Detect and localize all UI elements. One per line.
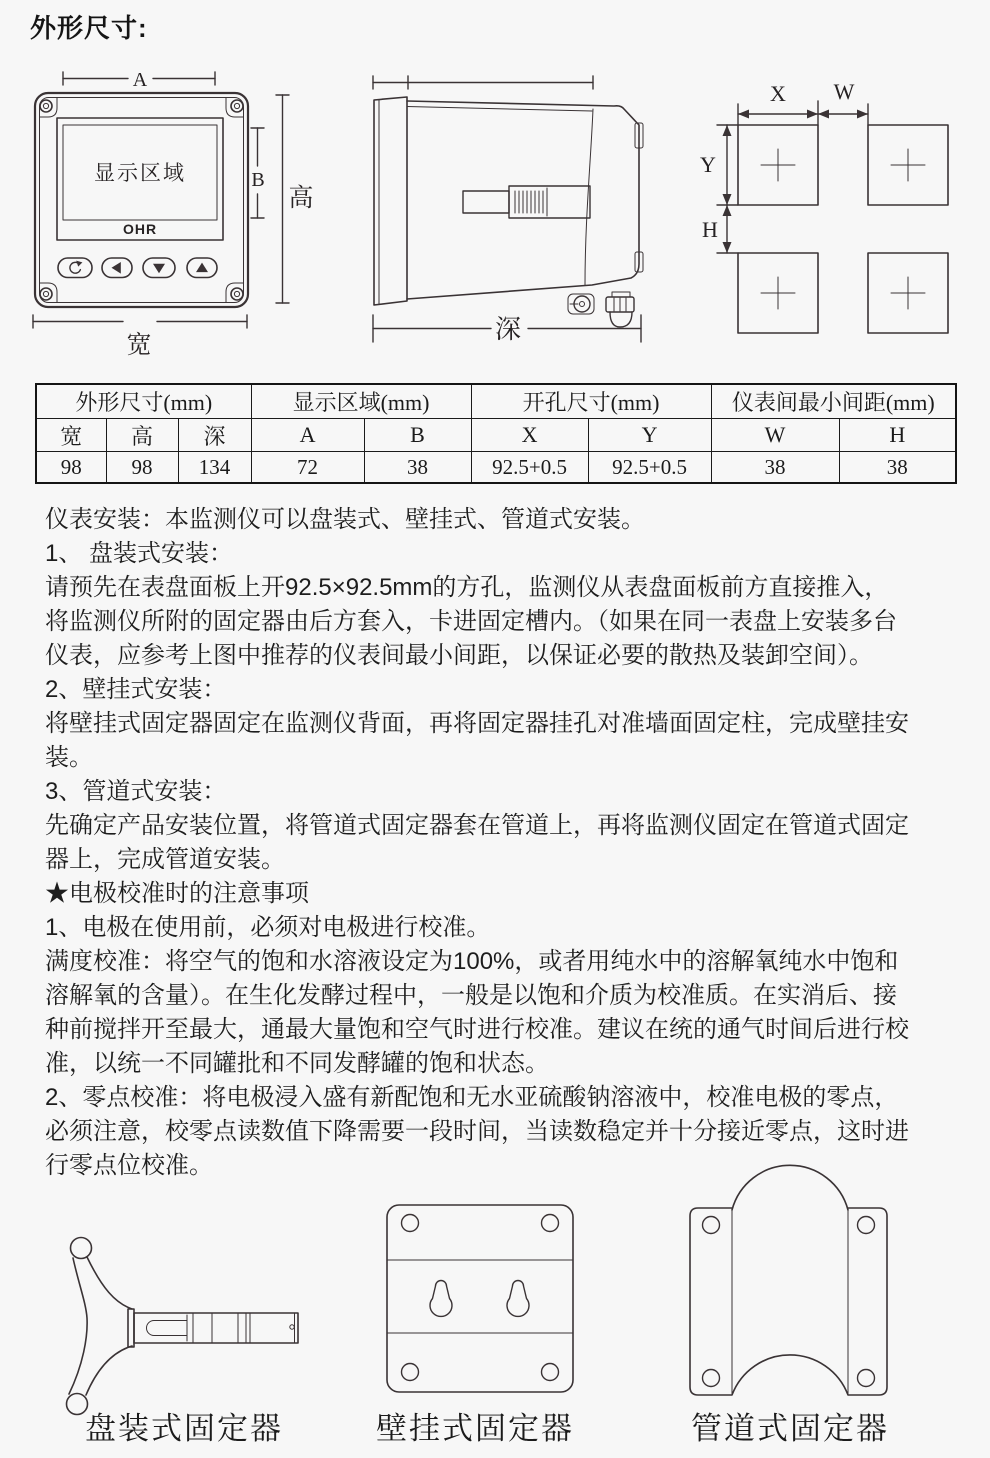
instruction-line: 溶解氧的含量）。在生化发酵过程中，一般是以饱和介质为校准质。在实消后、接 xyxy=(45,982,897,1009)
instruction-line: ★电极校准时的注意事项 xyxy=(45,880,309,907)
group-cutout-size: 开孔尺寸(mm) xyxy=(471,384,711,419)
dimension-height xyxy=(276,95,316,303)
up-arrow-icon xyxy=(196,263,208,273)
dimension-a xyxy=(63,69,215,91)
svg-text:高: 高 xyxy=(288,185,316,212)
down-button xyxy=(143,258,175,278)
left-arrow-icon xyxy=(112,262,121,274)
col-header: Y xyxy=(588,419,711,452)
page-title: 外形尺寸: xyxy=(30,13,148,43)
col-header: B xyxy=(364,419,471,452)
value-cell: 98 xyxy=(36,452,106,484)
col-header: H xyxy=(839,419,956,452)
display-area-label: 显示区域 xyxy=(94,161,186,185)
col-header: W xyxy=(711,419,839,452)
svg-text:Y: Y xyxy=(700,152,716,177)
col-header: A xyxy=(251,419,364,452)
up-button xyxy=(187,258,217,278)
group-min-spacing: 仪表间最小间距(mm) xyxy=(711,384,956,419)
panel-clamp xyxy=(463,186,590,218)
table-value-row xyxy=(36,452,956,484)
instruction-line: 准，以统一不同罐批和不同发酵罐的饱和状态。 xyxy=(45,1050,549,1077)
case-inner-line xyxy=(40,98,244,303)
svg-text:B: B xyxy=(251,169,265,191)
instruction-line: 将壁挂式固定器固定在监测仪背面，再将固定器挂孔对准墙面固定柱，完成壁挂安 xyxy=(45,710,909,737)
value-cell: 38 xyxy=(364,452,471,484)
down-arrow-icon xyxy=(153,264,165,274)
fixture-shaft xyxy=(128,1309,298,1347)
brand-label: OHR xyxy=(122,221,158,237)
svg-text:宽: 宽 xyxy=(126,332,154,359)
instruction-line: 器上，完成管道安装。 xyxy=(45,846,285,873)
instruction-line: 1、 盘装式安装： xyxy=(45,540,234,567)
installation-instructions xyxy=(45,503,960,1183)
dimension-spec-table xyxy=(35,383,957,484)
instruction-line: 行零点位校准。 xyxy=(45,1152,213,1179)
instruction-line: 请预先在表盘面板上开92.5×92.5mm的方孔，监测仪从表盘面板前方直接推入， xyxy=(45,574,889,601)
svg-text:H: H xyxy=(702,217,718,242)
instruction-line: 仪表，应参考上图中推荐的仪表间最小间距，以保证必要的散热及装卸空间）。 xyxy=(45,642,873,669)
table-group-header-row xyxy=(36,384,956,419)
col-header: X xyxy=(471,419,588,452)
group-outline-dims: 外形尺寸(mm) xyxy=(36,384,251,419)
svg-text:X: X xyxy=(770,81,786,106)
instruction-line: 满度校准：将空气的饱和水溶液设定为100%，或者用纯水中的溶解氧纯水中饱和 xyxy=(45,948,899,975)
instruction-line: 2、壁挂式安装： xyxy=(45,676,227,703)
dimension-depth xyxy=(373,315,641,344)
dimension-h xyxy=(702,205,738,253)
device-body xyxy=(407,101,643,299)
dimension-x xyxy=(738,81,818,125)
instruction-line: 必须注意，校零点读数值下降需要一段时间，当读数稳定并十分接近零点，这时进 xyxy=(45,1118,909,1145)
value-cell: 92.5+0.5 xyxy=(588,452,711,484)
instruction-line: 仪表安装：本监测仪可以盘装式、壁挂式、管道式安装。 xyxy=(45,506,645,533)
value-cell: 38 xyxy=(839,452,956,484)
value-cell: 72 xyxy=(251,452,364,484)
left-button xyxy=(102,258,132,278)
col-header: 宽 xyxy=(36,419,106,452)
pipe-mount-fixture-diagram xyxy=(660,1155,920,1405)
pipe-bracket xyxy=(690,1165,887,1395)
instruction-line: 装。 xyxy=(45,744,93,771)
instruction-line: 将监测仪所附的固定器由后方套入，卡进固定槽内。（如果在同一表盘上安装多台 xyxy=(45,608,897,635)
value-cell: 98 xyxy=(106,452,178,484)
col-header: 高 xyxy=(106,419,178,452)
side-view-diagram xyxy=(348,68,648,360)
cable-gland xyxy=(606,292,634,327)
value-cell: 38 xyxy=(711,452,839,484)
pipe-fixture-caption: 管道式固定器 xyxy=(691,1411,889,1446)
dimension-width xyxy=(33,315,247,359)
t-handle xyxy=(67,1238,133,1415)
cutout-pattern-diagram xyxy=(688,68,980,360)
side-top-dimension xyxy=(373,76,593,89)
value-cell: 134 xyxy=(178,452,251,484)
group-display-area: 显示区域(mm) xyxy=(251,384,471,419)
panel-mount-fixture-diagram xyxy=(40,1185,340,1420)
svg-text:A: A xyxy=(132,69,148,91)
dimension-y xyxy=(700,125,738,205)
ground-screw xyxy=(568,294,594,314)
instruction-line: 种前搅拌开至最大，通最大量饱和空气时进行校准。建议在统的通气时间后进行校 xyxy=(45,1016,909,1043)
table-column-header-row xyxy=(36,419,956,452)
wall-plate xyxy=(387,1205,573,1392)
plate-screw-holes xyxy=(402,1215,559,1381)
instruction-line: 2、零点校准：将电极浸入盛有新配饱和无水亚硫酸钠溶液中，校准电极的零点， xyxy=(45,1084,899,1111)
wall-fixture-caption: 壁挂式固定器 xyxy=(376,1411,574,1446)
instruction-line: 1、电极在使用前，必须对电极进行校准。 xyxy=(45,914,491,941)
bracket-screw-holes xyxy=(703,1217,875,1387)
loop-arrow-icon xyxy=(70,261,82,274)
dimension-w xyxy=(818,79,868,125)
svg-text:W: W xyxy=(833,79,855,104)
instruction-line: 3、管道式安装： xyxy=(45,778,227,805)
keyhole-slots xyxy=(430,1281,529,1317)
panel-fixture-caption: 盘装式固定器 xyxy=(85,1411,283,1446)
dimension-b xyxy=(251,128,265,218)
col-header: 深 xyxy=(178,419,251,452)
cutout-squares xyxy=(738,125,948,333)
instruction-line: 先确定产品安装位置，将管道式固定器套在管道上，再将监测仪固定在管道式固定 xyxy=(45,812,909,839)
front-view-diagram xyxy=(20,68,320,360)
value-cell: 92.5+0.5 xyxy=(471,452,588,484)
wall-mount-fixture-diagram xyxy=(370,1190,600,1405)
loop-button xyxy=(58,258,92,278)
svg-text:深: 深 xyxy=(494,315,524,344)
